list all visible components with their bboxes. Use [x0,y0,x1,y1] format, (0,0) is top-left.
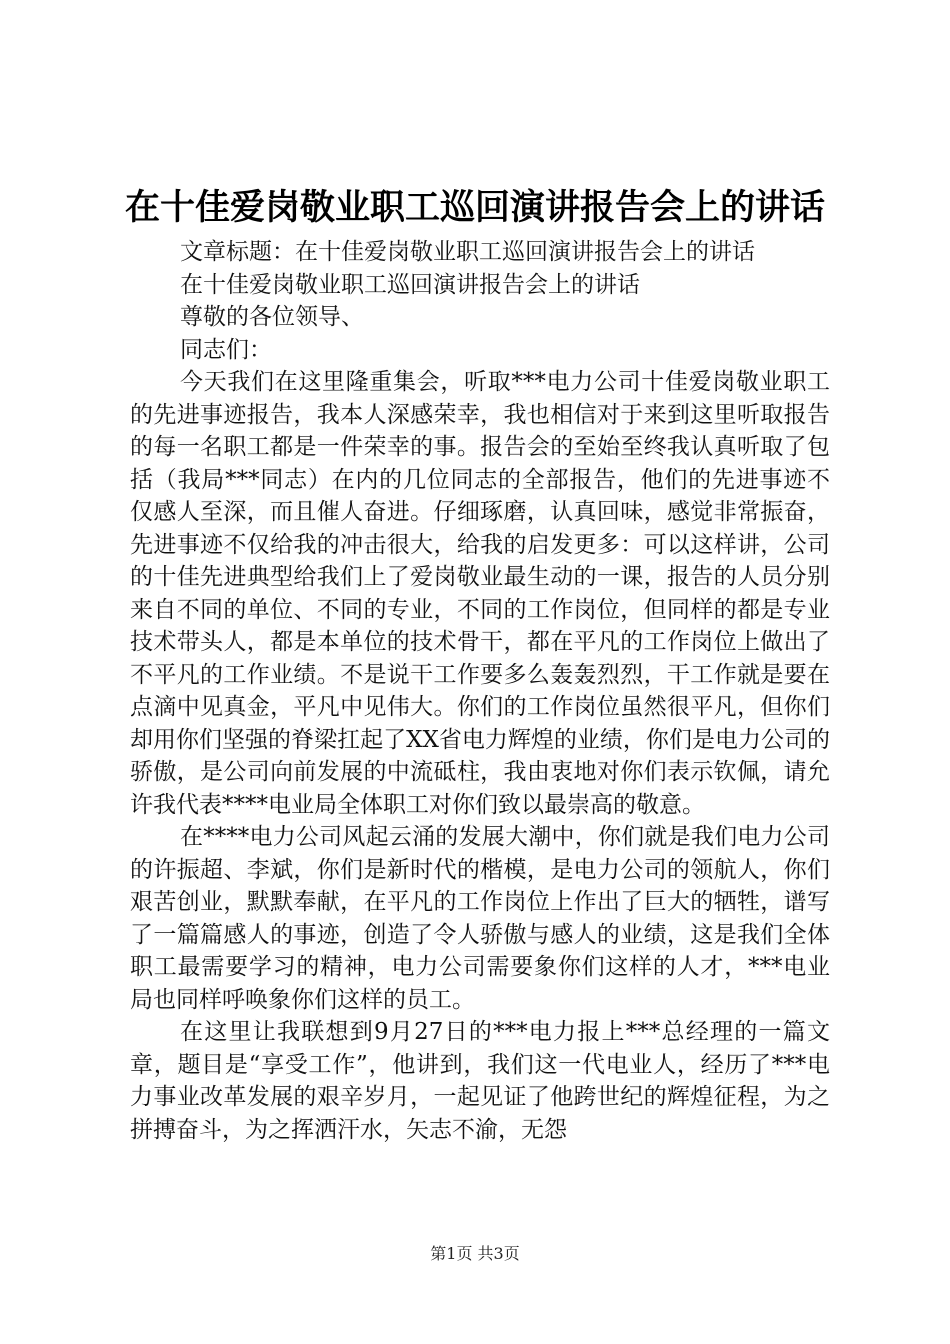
salutation-leaders: 尊敬的各位领导、 [180,304,364,330]
header-block [130,236,830,366]
document-title: 在十佳爱岗敬业职工巡回演讲报告会上的讲话 [124,187,825,228]
paragraph-1: 今天我们在这里隆重集会，听取***电力公司十佳爱岗敬业职工的先进事迹报告，我本人深感荣幸，我也相信对于来到这里听取报告的每一名职工都是一件荣幸的事。报告会的至始至终我认真听取了包括（我局***同志）在内的几位同志的全部报告，他们的先进事迹不仅感人至深，而且催人奋进。仔细琢磨，认真回味，感觉非常振奋，先进事迹不仅给我的冲击很大，给我的启发更多：可以这样讲，公司的十佳先进典型给我们上了爱岗敬业最生动的一课，报告的人员分别来自不同的单位、不同的专业，不同的工作岗位，但同样的都是专业技术带头人，都是本单位的技术骨干，都在平凡的工作岗位上做出了不平凡的工作业绩。不是说干工作要多么轰轰烈烈，干工作就是要在点滴中见真金，平凡中见伟大。你们的工作岗位虽然很平凡，但你们却用你们坚强的脊梁扛起了XX省电力辉煌的业绩，你们是电力公司的骄傲，是公司向前发展的中流砥柱，我由衷地对你们表示钦佩，请允许我代表****电业局全体职工对你们致以最崇高的敬意。 [130,369,830,818]
article-title-line: 文章标题：在十佳爱岗敬业职工巡回演讲报告会上的讲话 [180,239,755,265]
page-footer: 第1页 共3页 [430,1244,520,1263]
speech-title-line: 在十佳爱岗敬业职工巡回演讲报告会上的讲话 [180,271,640,298]
salutation-comrades: 同志们： [180,336,272,363]
paragraph-3: 在这里让我联想到9月27日的***电力报上***总经理的一篇文章，题目是“享受工作”，他讲到，我们这一代电业人，经历了***电力事业改革发展的艰辛岁月，一起见证了他跨世纪的辉煌征程，为之拼搏奋斗，为之挥洒汗水，矢志不渝，无怨 [130,1019,830,1143]
paragraph-2: 在****电力公司风起云涌的发展大潮中，你们就是我们电力公司的许振超、李斌，你们是新时代的楷模，是电力公司的领航人，你们艰苦创业，默默奉献，在平凡的工作岗位上作出了巨大的牺牲，谱写了一篇篇感人的事迹，创造了令人骄傲与感人的业绩，这是我们全体职工最需要学习的精神，电力公司需要象你们这样的人才，***电业局也同样呼唤象你们这样的员工。 [130,824,830,1013]
document-body [130,366,830,1146]
